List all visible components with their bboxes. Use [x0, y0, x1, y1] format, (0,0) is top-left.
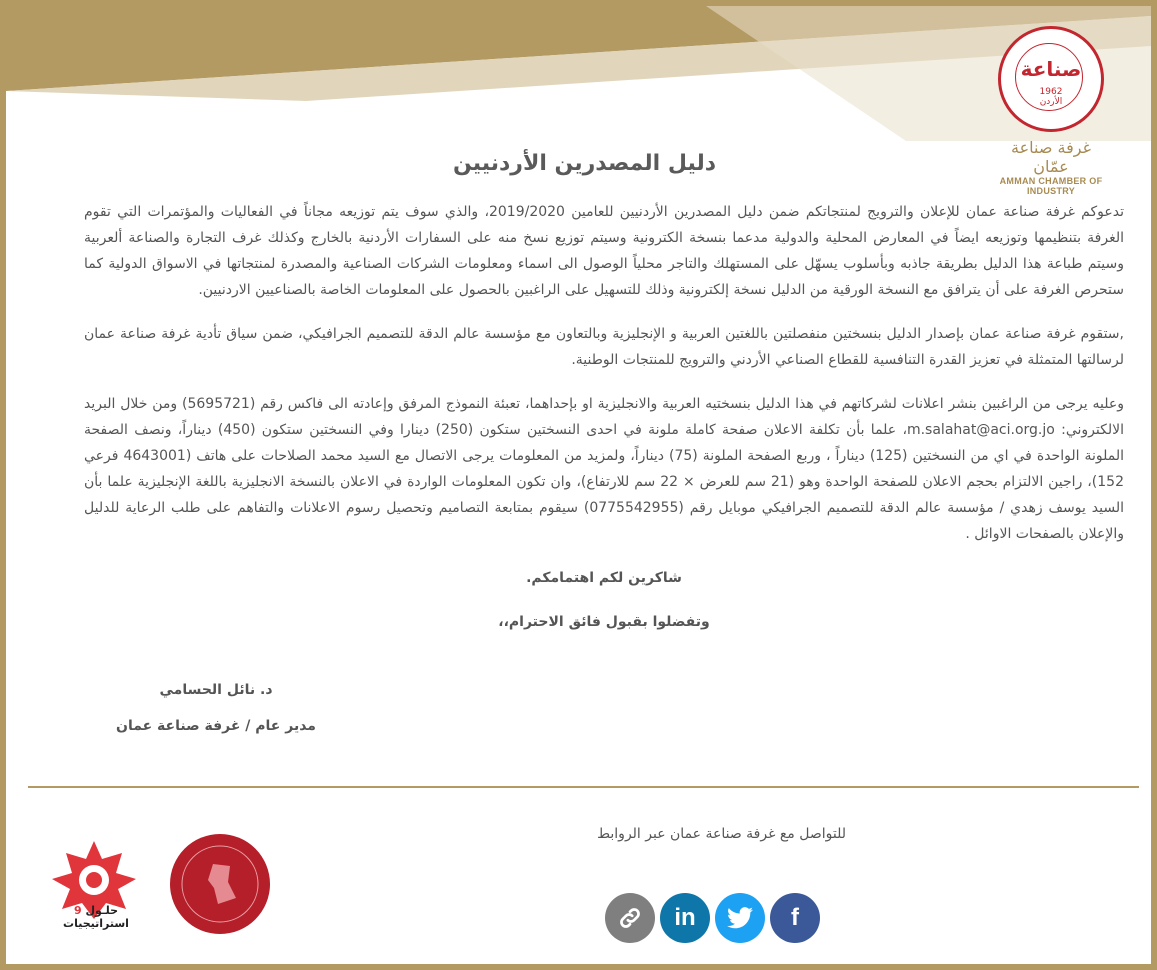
- made-in-jordan-seal: [168, 832, 272, 936]
- signer-position: مدير عام / غرفة صناعة عمان: [116, 718, 316, 734]
- letter-body: [84, 199, 1124, 653]
- strategies-logo-text: حلـول 9 استراتيجيات: [63, 904, 129, 930]
- facebook-button[interactable]: [770, 893, 820, 943]
- logo-name-en: AMMAN CHAMBER OF INDUSTRY: [999, 176, 1103, 196]
- footer-contact-text: للتواصل مع غرفة صناعة عمان عبر الروابط: [597, 826, 846, 842]
- logo-name-ar: غرفة صناعة عمّان: [1011, 138, 1091, 176]
- twitter-icon: [727, 907, 753, 929]
- logo-year: 1962 الأردن: [1039, 87, 1063, 107]
- link-icon: [617, 905, 643, 931]
- linkedin-button[interactable]: [660, 893, 710, 943]
- signature-block: [111, 682, 321, 754]
- paragraph-intro: تدعوكم غرفة صناعة عمان للإعلان والترويج لمنتجاتكم ضمن دليل المصدرين الأردنيين للعامين 2019/2020، والذي سوف يتم توزيعه مجاناً في الفعاليات والمؤتمرات التي تقوم الغرفة بتنظيمها وتوزيعه ايضاً في المعارض المحلية والدولية مدعما بنسخة الكترونية وسيتم توزيع نسخ منه على السفارات الأردنية بالخارج وكذلك غرف التجارة والصناعة ألعربية وسيتم طباعة هذا الدليل بطريقة جاذبه وبأسلوب يسهّل على المستهلك والتاجر محلياً الوصول الى اسماء ومعلومات الشركات الصناعية والمصدرة لمنتجاتها في الاسواق الدولية كما ستحرص الغرفة على أن يترافق مع النسخة الورقية من الدليل نسخة إلكترونية وذلك للتسهيل على الراغبين بالحصول على المعلومات الخاصة بالصناعيين الاردنيين.: [84, 204, 1124, 298]
- facebook-icon: f: [791, 904, 799, 931]
- regards-line: وتفضلوا بقبول فائق الاحترام،،: [498, 614, 710, 630]
- paragraph-edition: ,ستقوم غرفة صناعة عمان بإصدار الدليل بنسختين منفصلتين باللغتين العربية و الإنجليزية وبالتعاون مع مؤسسة عالم الدقة للتصميم الجرافيكي، ضمن سياق تأدية غرفة صناعة عمان لرسالتها المتمثلة في تعزيز القدرة التنافسية للقطاع الصناعي الأردني والترويج للمنتجات الوطنية.: [84, 326, 1124, 368]
- twitter-button[interactable]: [715, 893, 765, 943]
- thanks-line: شاكرين لكم اهتمامكم.: [526, 570, 682, 586]
- paragraph-details: وعليه يرجى من الراغبين بنشر اعلانات لشركاتهم في هذا الدليل بنسختيه العربية والانجليزية او بإحداهما، تعبئة النموذج المرفق وإعادته الى فاكس رقم (5695721) ومن خلال البريد الالكتروني: m.salahat@aci.org.jo، علما بأن تكلفة الاعلان صفحة كاملة ملونة في احدى النسختين ستكون (250) دينارا وفي النسختين ستكون (450) ديناراً، ونصف الصفحة الملونة الواحدة في اي من النسختين (125) ديناراً ، وربع الصفحة الملونة (75) ديناراً، ولمزيد من المعلومات يرجى الاتصال مع السيد محمد الصلاحات على هاتف (4643001 فرعي 152)، راجين الالتزام بحجم الاعلان للصفحة الواحدة وهو (21 سم للعرض × 22 سم للارتفاع)، وان تكون المعلومات الواردة في الاعلان بالنسخة الانجليزية باللغة الإنجليزية علما بأن السيد يوسف زهدي / مؤسسة عالم الدقة للتصميم الجرافيكي موبايل رقم (0775542955) سيقوم بمتابعة التصاميم وتحصيل رسوم الاعلانات والتفاهم على طلب الرعاية للدليل والإعلان بالصفحات الاوائل .: [84, 396, 1124, 542]
- page-title: دليل المصدرين الأردنيين: [452, 151, 717, 176]
- linkedin-icon: in: [674, 904, 696, 931]
- link-button[interactable]: [605, 893, 655, 943]
- logo-seal: [998, 26, 1104, 132]
- footer-divider: [28, 786, 1139, 788]
- signer-name: د. نائل الحسامي: [159, 682, 273, 698]
- logo-brand: صناعة: [1020, 57, 1082, 81]
- header-decoration: [6, 6, 1151, 141]
